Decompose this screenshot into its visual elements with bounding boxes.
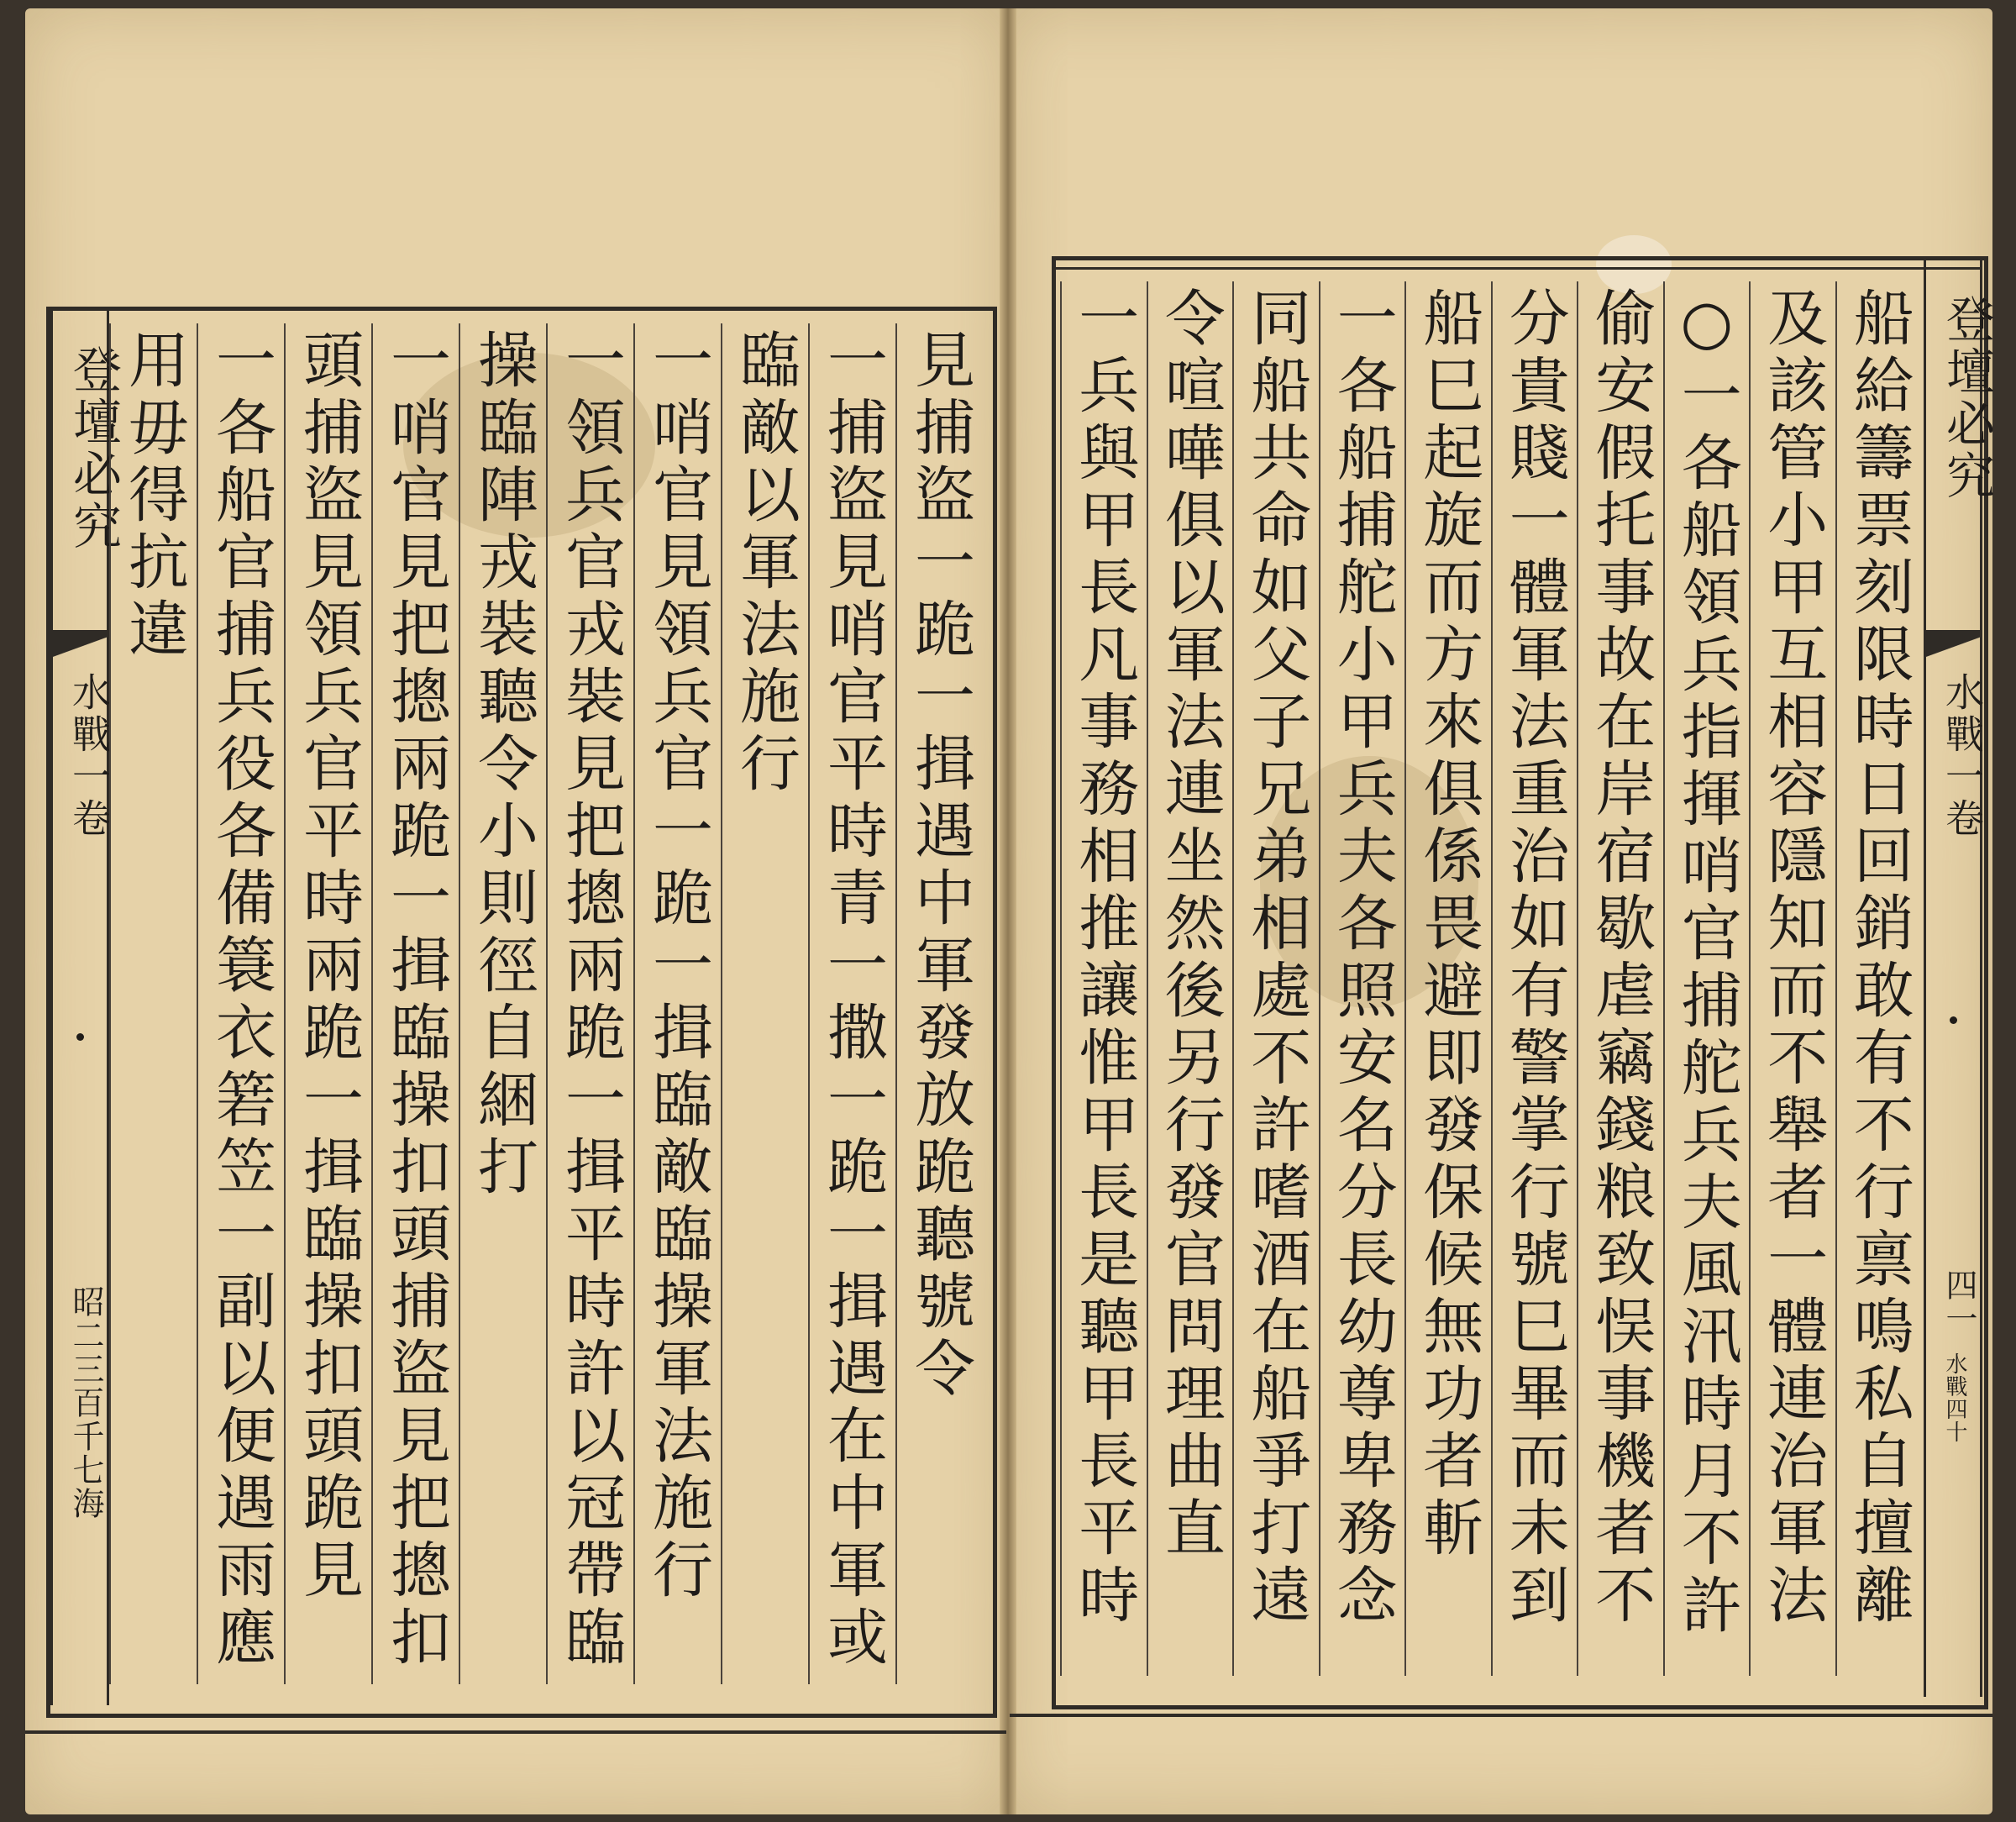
column-text: 一捕盜見哨官平時青一撒一跪一揖遇在中軍或	[817, 328, 888, 1672]
column-text: 船巳起旋而方來俱係畏避即發保候無功者斬	[1413, 286, 1484, 1563]
text-column	[284, 323, 371, 1684]
column-text: 操臨陣戎裝聽令小則徑自綑打	[468, 328, 538, 1202]
right-top-rule	[1052, 267, 1980, 270]
text-column	[808, 323, 895, 1684]
column-text: 偷安假托事故在岸宿歇虐竊錢粮致悮事機者不	[1585, 286, 1656, 1630]
left-banxin	[50, 311, 122, 1705]
text-column	[109, 323, 197, 1684]
right-text-columns	[1060, 281, 1921, 1676]
column-text: ○一各船領兵指揮哨官捕舵兵夫風汛時月不許	[1671, 286, 1742, 1641]
column-text: 令喧嘩俱以軍法連坐然後另行發官問理曲直	[1154, 286, 1226, 1563]
column-text: 用毋得抗違	[118, 328, 189, 664]
column-text: 一兵與甲長凡事務相推讓惟甲長是聽甲長平時	[1068, 286, 1140, 1630]
left-text-columns	[109, 323, 983, 1684]
binding-hole	[1950, 1016, 1957, 1024]
text-column	[1663, 281, 1750, 1676]
column-text: 同船共命如父子兄弟相處不許嗜酒在船爭打遠	[1241, 286, 1312, 1630]
text-column	[1835, 281, 1922, 1676]
column-text: 一各船捕舵小甲兵夫各照安名分長幼尊卑務念	[1326, 286, 1398, 1630]
right-banxin	[1924, 260, 1995, 1697]
text-column	[895, 323, 983, 1684]
binding-hole	[76, 1033, 84, 1041]
column-text: 一領兵官戎裝見把摠兩跪一揖平時許以冠帶臨	[555, 328, 626, 1672]
column-text: 頭捕盜見領兵官平時兩跪一揖臨操扣頭跪見	[293, 328, 364, 1605]
right-banxin-juan: 水戰一卷	[1940, 672, 1985, 840]
left-banxin-title: 登壇必究	[65, 344, 122, 553]
fish-tail-mark	[53, 630, 107, 664]
right-bottom-rule	[1010, 1714, 1992, 1717]
column-text: 一各船官捕兵役各備簑衣箬笠一副以便遇雨應	[206, 328, 276, 1672]
text-column	[1147, 281, 1233, 1676]
left-banxin-juan: 水戰一卷	[66, 672, 112, 840]
fish-tail-mark	[1926, 630, 1980, 664]
right-banxin-folio: 四一	[1940, 1268, 1977, 1336]
column-text: 船給籌票刻限時日回銷敢有不行禀鳴私自擅離	[1843, 286, 1914, 1630]
text-column	[197, 323, 284, 1684]
text-column	[633, 323, 721, 1684]
text-column	[1060, 281, 1147, 1676]
text-column	[1577, 281, 1663, 1676]
column-text: 見捕盜一跪一揖遇中軍發放跪聽號令	[905, 328, 975, 1404]
right-banxin-title: 登壇必究	[1938, 294, 1995, 502]
column-text: 分貴賤一體軍法重治如有警掌行號巳畢而未到	[1499, 286, 1570, 1630]
text-column	[1319, 281, 1405, 1676]
column-text: 及該管小甲互相容隱知而不舉者一體連治軍法	[1757, 286, 1829, 1630]
text-column	[721, 323, 808, 1684]
text-column	[1404, 281, 1491, 1676]
text-column	[459, 323, 546, 1684]
text-column	[371, 323, 459, 1684]
right-banxin-sub: 水戰四十	[1942, 1352, 1967, 1443]
column-text: 臨敵以軍法施行	[730, 328, 801, 799]
text-column	[1491, 281, 1578, 1676]
text-column	[1749, 281, 1835, 1676]
left-banxin-folio: 昭二三百千七海	[67, 1285, 104, 1520]
column-text: 一哨官見領兵官一跪一揖臨敵臨操軍法施行	[643, 328, 713, 1605]
column-text: 一哨官見把摠兩跪一揖臨操扣頭捕盜見把摠扣	[381, 328, 451, 1672]
book-gutter	[1000, 8, 1016, 1814]
left-bottom-rule	[25, 1730, 1006, 1734]
text-column	[1232, 281, 1319, 1676]
text-column	[546, 323, 633, 1684]
